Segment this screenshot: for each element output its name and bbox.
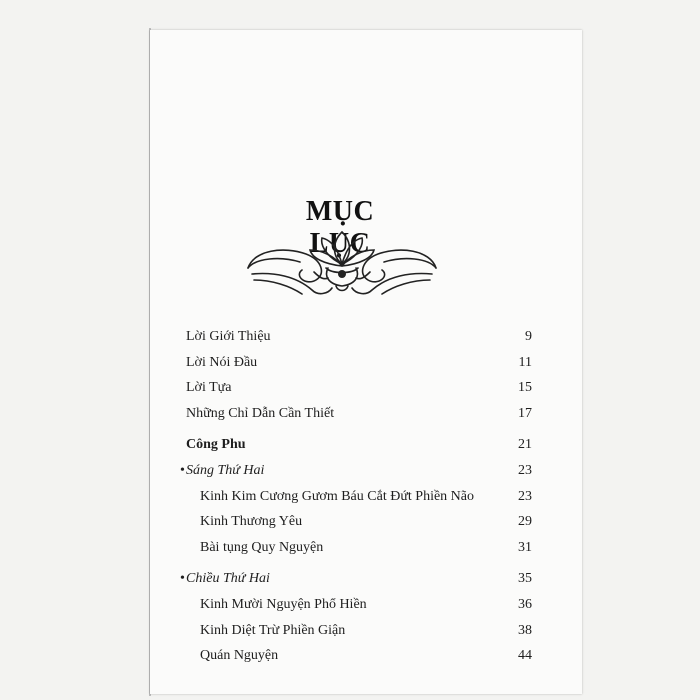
- toc-page-number: 31: [518, 539, 532, 555]
- toc-entry-text: Lời Nói Đầu: [186, 354, 258, 370]
- toc-entry-title: [186, 623, 345, 639]
- toc-page-number: 23: [518, 488, 532, 504]
- toc-entry-text: Công Phu: [186, 437, 246, 453]
- toc-entry-title: [186, 489, 474, 505]
- toc-entry-text: Sáng Thứ Hai: [186, 462, 265, 478]
- toc-entry-text: Lời Giới Thiệu: [186, 329, 271, 344]
- toc-entry-text: Chiều Thứ Hai: [186, 571, 270, 587]
- toc-page-number: 21: [518, 437, 532, 453]
- toc-page-number: 44: [518, 648, 532, 664]
- toc-entry: [186, 406, 532, 432]
- toc-entry-text: Kinh Thương Yêu: [200, 514, 303, 530]
- toc-entry-title: [186, 514, 302, 530]
- toc-entry-title: [186, 648, 278, 664]
- toc-entry-title: [186, 406, 334, 422]
- toc-page-number: 15: [518, 380, 532, 396]
- toc-entry-text: Quán Nguyện: [200, 648, 279, 664]
- toc-entry-text: Kinh Kim Cương Gươm Báu Cắt Đứt Phiền Não: [200, 488, 475, 504]
- toc-entry: [180, 462, 532, 489]
- toc-entry: [186, 355, 532, 381]
- toc-page-number: 29: [518, 514, 532, 530]
- toc-entry: [186, 489, 532, 515]
- table-of-contents: [180, 329, 532, 674]
- toc-page-number: 38: [518, 622, 532, 638]
- bullet-icon: •: [180, 462, 185, 478]
- toc-entry-text: Lời Tựa: [186, 380, 232, 396]
- toc-entry-title: [186, 597, 367, 613]
- toc-entry-title: [186, 540, 323, 556]
- toc-page-number: 9: [525, 329, 532, 344]
- toc-entry-title: [180, 462, 265, 479]
- toc-entry-text: Kinh Mười Nguyện Phổ Hiền: [200, 596, 367, 612]
- toc-entry: [180, 571, 532, 597]
- toc-page-number: 35: [518, 571, 532, 587]
- toc-entry: [186, 514, 532, 540]
- toc-page-number: 23: [518, 462, 532, 478]
- toc-entry: [186, 380, 532, 406]
- toc-entry: [186, 648, 532, 674]
- toc-entry-text: Kinh Diệt Trừ Phiền Giận: [200, 622, 346, 638]
- toc-entry: [186, 597, 532, 623]
- toc-entry: [186, 329, 532, 355]
- toc-entry: [186, 540, 532, 566]
- bullet-icon: •: [180, 571, 185, 587]
- toc-entry-title: [186, 355, 257, 371]
- toc-entry-title: [186, 437, 246, 453]
- toc-entry-title: [186, 329, 271, 345]
- page-title: MỤC LỤC: [305, 196, 375, 259]
- toc-entry-text: Những Chỉ Dẫn Cần Thiết: [186, 405, 335, 421]
- lotus-ornament-icon: [244, 228, 440, 300]
- toc-page-number: 17: [518, 405, 532, 421]
- toc-page-number: 11: [518, 354, 532, 370]
- toc-entry: [186, 623, 532, 649]
- toc-entry: [186, 437, 532, 463]
- toc-entry-text: Bài tụng Quy Nguyện: [200, 539, 324, 555]
- toc-page-number: 36: [518, 596, 532, 612]
- toc-entry-title: [186, 380, 231, 396]
- toc-entry-title: [180, 571, 270, 587]
